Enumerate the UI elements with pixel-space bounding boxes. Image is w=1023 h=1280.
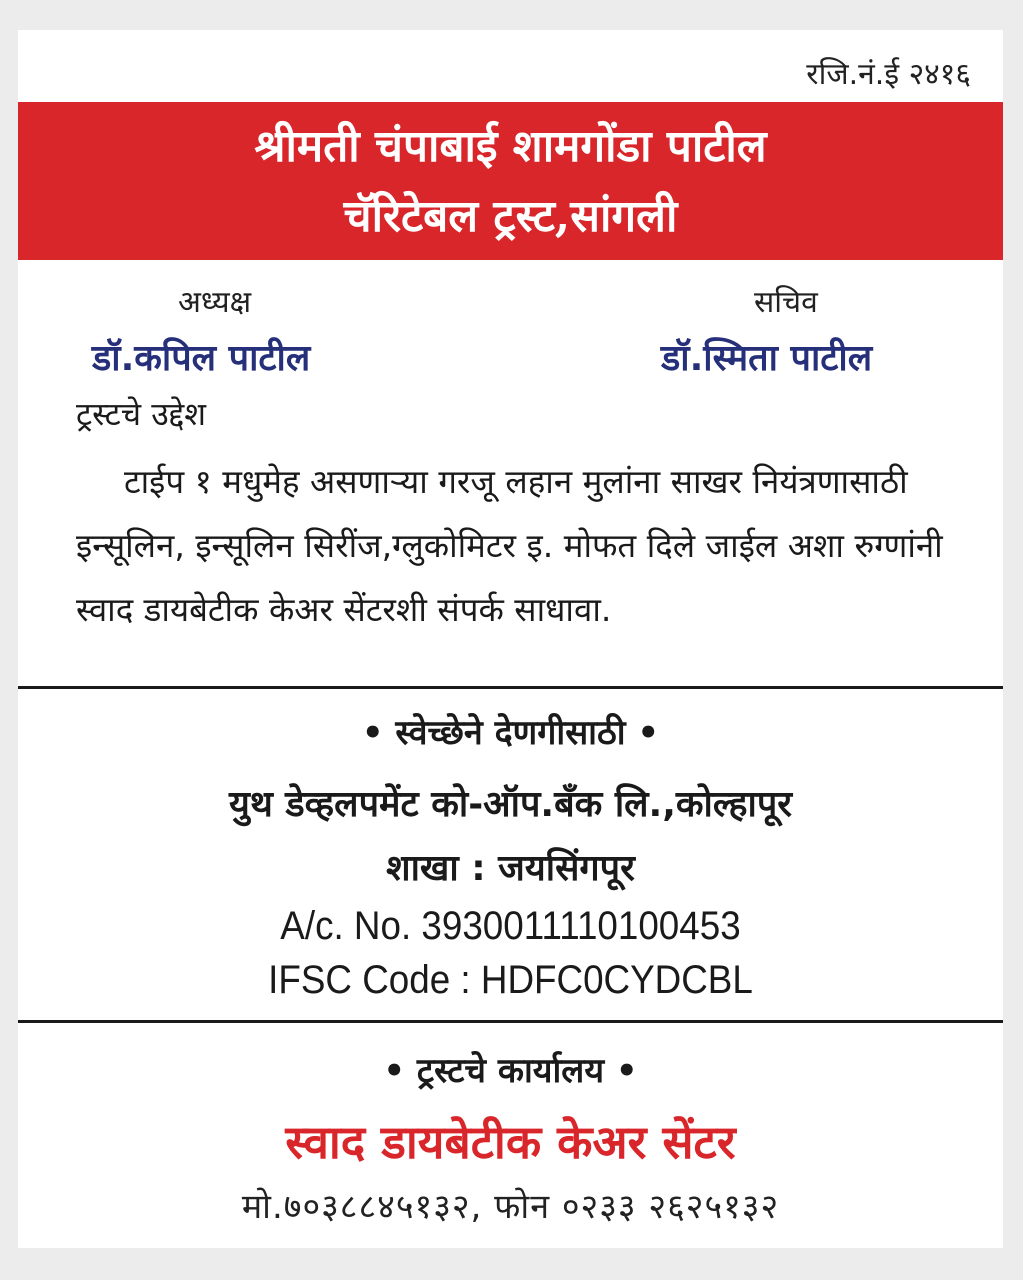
president-role: अध्यक्ष (178, 285, 252, 320)
secretary-role: सचिव (754, 285, 818, 320)
president-name: डॉ.कपिल पाटील (92, 338, 311, 379)
account-number: A/c. No. 3930011110100453 (280, 904, 741, 948)
office-heading: • ट्रस्टचे कार्यालय • (383, 1051, 638, 1091)
ifsc-code: IFSC Code : HDFC0CYDCBL (268, 958, 753, 1002)
donation-heading: • स्वेच्छेने देणगीसाठी • (361, 713, 660, 753)
objective-title: ट्रस्टचे उद्देश (76, 395, 206, 433)
trust-notice-card (18, 30, 1003, 1248)
trust-name-line2: चॅरिटेबल ट्रस्ट,सांगली (343, 191, 678, 242)
registration-number: रजि.नं.ई २४१६ (806, 57, 971, 92)
trust-name-banner (18, 102, 1003, 260)
objective-text: टाईप १ मधुमेह असणाऱ्या गरजू लहान मुलांना साखर नियंत्रणासाठी इन्सूलिन, इन्सूलिन सिरींज,ग्लुकोमिटर इ. मोफत दिले जाईल अशा रुग्णांनी स्वाद डायबेटीक केअर सेंटरशी संपर्क साधावा. (76, 462, 943, 629)
divider-top (18, 686, 1003, 689)
office-name: स्वाद डायबेटीक केअर सेंटर (285, 1115, 736, 1169)
contact-numbers: मो.७०३८८४५१३२, फोन ०२३३ २६२५१३२ (241, 1187, 780, 1227)
divider-bottom (18, 1020, 1003, 1023)
trust-name-line1: श्रीमती चंपाबाई शामगोंडा पाटील (254, 121, 767, 172)
bank-name: युथ डेव्हलपमेंट को-ऑप.बँक लि.,कोल्हापूर (228, 784, 793, 825)
secretary-name: डॉ.स्मिता पाटील (661, 338, 873, 379)
bank-branch: शाखा : जयसिंगपूर (386, 848, 635, 889)
